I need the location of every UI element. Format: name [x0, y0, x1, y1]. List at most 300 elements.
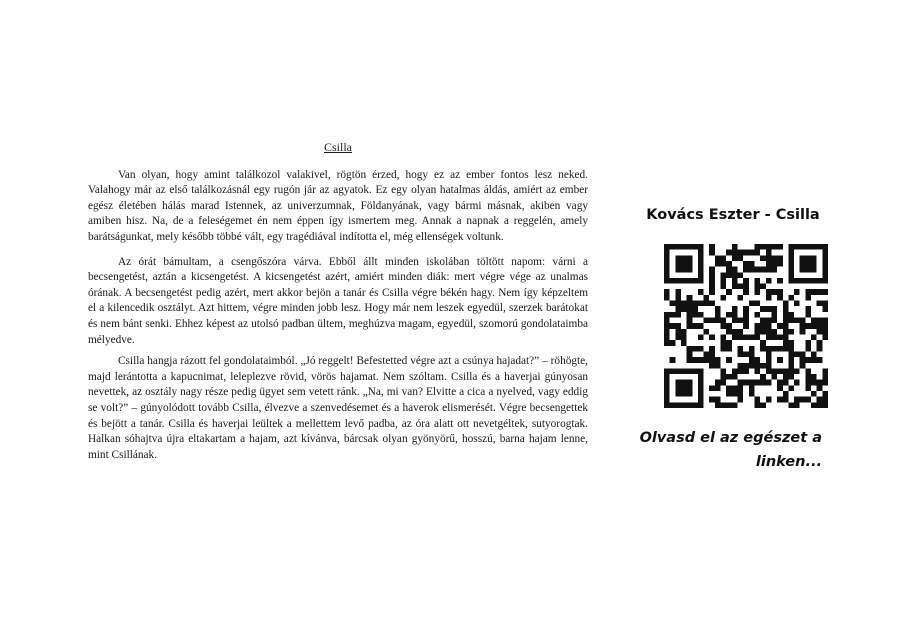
qr-module	[788, 385, 794, 391]
qr-module	[698, 380, 704, 386]
qr-module	[698, 374, 704, 380]
qr-module	[788, 278, 794, 284]
qr-module	[777, 261, 783, 267]
qr-module	[811, 318, 817, 324]
qr-module	[732, 402, 738, 408]
qr-module	[754, 278, 760, 284]
qr-module	[721, 368, 727, 374]
qr-module	[777, 334, 783, 340]
qr-module	[822, 244, 828, 250]
qr-module	[743, 312, 749, 318]
qr-module	[687, 301, 693, 307]
qr-module	[715, 312, 721, 318]
qr-module	[687, 312, 693, 318]
qr-module	[670, 340, 676, 346]
qr-module	[681, 255, 687, 261]
qr-module	[788, 357, 794, 363]
qr-module	[664, 289, 670, 295]
qr-module	[687, 261, 693, 267]
qr-module	[822, 374, 828, 380]
qr-module	[754, 267, 760, 273]
qr-module	[817, 244, 823, 250]
qr-module	[692, 306, 698, 312]
qr-module	[709, 385, 715, 391]
qr-module	[749, 267, 755, 273]
qr-module	[704, 295, 710, 301]
qr-module	[738, 391, 744, 397]
qr-module	[715, 397, 721, 403]
qr-module	[670, 368, 676, 374]
qr-module	[760, 329, 766, 335]
qr-module	[749, 385, 755, 391]
qr-module	[687, 244, 693, 250]
qr-module	[681, 385, 687, 391]
qr-module	[670, 357, 676, 363]
qr-module	[687, 391, 693, 397]
qr-module	[681, 278, 687, 284]
qr-module	[698, 357, 704, 363]
qr-code-icon[interactable]	[664, 244, 828, 408]
qr-module	[777, 380, 783, 386]
qr-module	[771, 289, 777, 295]
qr-module	[788, 261, 794, 267]
qr-module	[800, 261, 806, 267]
qr-module	[709, 272, 715, 278]
qr-module	[721, 402, 727, 408]
qr-module	[681, 329, 687, 335]
qr-module	[664, 368, 670, 374]
qr-module	[709, 363, 715, 369]
qr-module	[664, 250, 670, 256]
qr-module	[732, 391, 738, 397]
qr-module	[664, 312, 670, 318]
qr-module	[805, 295, 811, 301]
qr-module	[692, 402, 698, 408]
qr-module	[766, 267, 772, 273]
qr-module	[783, 318, 789, 324]
qr-module	[783, 368, 789, 374]
qr-module	[743, 368, 749, 374]
qr-module	[771, 306, 777, 312]
qr-module	[788, 267, 794, 273]
qr-module	[721, 284, 727, 290]
qr-module	[664, 267, 670, 273]
qr-module	[721, 295, 727, 301]
qr-module	[754, 334, 760, 340]
qr-module	[817, 397, 823, 403]
qr-module	[805, 244, 811, 250]
qr-module	[766, 334, 772, 340]
qr-module	[749, 351, 755, 357]
qr-module	[681, 267, 687, 273]
qr-module	[738, 368, 744, 374]
qr-module	[822, 402, 828, 408]
qr-module	[732, 255, 738, 261]
qr-module	[788, 363, 794, 369]
qr-module	[675, 368, 681, 374]
qr-module	[766, 278, 772, 284]
qr-module	[771, 374, 777, 380]
qr-module	[726, 374, 732, 380]
story-excerpt	[88, 130, 588, 472]
qr-module	[732, 318, 738, 324]
qr-module	[822, 329, 828, 335]
qr-module	[687, 306, 693, 312]
qr-module	[783, 301, 789, 307]
qr-module	[721, 374, 727, 380]
qr-module	[698, 397, 704, 403]
qr-module	[675, 255, 681, 261]
qr-module	[788, 295, 794, 301]
qr-module	[709, 284, 715, 290]
qr-module	[675, 301, 681, 307]
qr-module	[726, 267, 732, 273]
qr-module	[771, 318, 777, 324]
qr-module	[749, 380, 755, 386]
qr-module	[805, 261, 811, 267]
qr-module	[777, 346, 783, 352]
qr-module	[766, 323, 772, 329]
qr-module	[726, 391, 732, 397]
qr-module	[783, 340, 789, 346]
qr-module	[681, 301, 687, 307]
qr-module	[681, 380, 687, 386]
qr-module	[800, 323, 806, 329]
qr-module	[743, 278, 749, 284]
qr-module	[811, 351, 817, 357]
qr-module	[732, 272, 738, 278]
qr-module	[749, 250, 755, 256]
qr-module	[754, 363, 760, 369]
qr-module	[811, 334, 817, 340]
qr-module	[805, 368, 811, 374]
qr-module	[811, 323, 817, 329]
qr-module	[800, 244, 806, 250]
qr-module	[766, 318, 772, 324]
qr-module	[687, 351, 693, 357]
qr-module	[732, 329, 738, 335]
qr-module	[715, 385, 721, 391]
qr-module	[766, 306, 772, 312]
qr-module	[721, 255, 727, 261]
qr-module	[783, 306, 789, 312]
qr-module	[692, 346, 698, 352]
qr-module	[675, 334, 681, 340]
qr-module	[817, 329, 823, 335]
qr-module	[777, 244, 783, 250]
qr-module	[726, 272, 732, 278]
qr-module	[754, 357, 760, 363]
qr-module	[681, 244, 687, 250]
qr-module	[817, 301, 823, 307]
qr-module	[709, 346, 715, 352]
qr-module	[698, 402, 704, 408]
qr-module	[817, 289, 823, 295]
qr-module	[726, 402, 732, 408]
qr-module	[709, 351, 715, 357]
qr-module	[738, 397, 744, 403]
qr-module	[704, 318, 710, 324]
qr-module	[771, 267, 777, 273]
qr-module	[743, 318, 749, 324]
qr-module	[687, 346, 693, 352]
qr-module	[794, 402, 800, 408]
qr-module	[788, 272, 794, 278]
qr-module	[817, 323, 823, 329]
qr-module	[777, 278, 783, 284]
qr-module	[822, 368, 828, 374]
qr-module	[822, 278, 828, 284]
qr-module	[822, 380, 828, 386]
qr-module	[760, 374, 766, 380]
qr-module	[760, 267, 766, 273]
qr-module	[732, 374, 738, 380]
qr-module	[709, 244, 715, 250]
qr-module	[811, 261, 817, 267]
qr-module	[687, 295, 693, 301]
qr-module	[805, 346, 811, 352]
qr-module	[692, 368, 698, 374]
qr-module	[760, 318, 766, 324]
qr-module	[715, 380, 721, 386]
qr-module	[738, 250, 744, 256]
qr-module	[687, 278, 693, 284]
qr-module	[738, 318, 744, 324]
qr-module	[794, 289, 800, 295]
qr-module	[800, 318, 806, 324]
qr-module	[675, 323, 681, 329]
qr-module	[670, 301, 676, 307]
qr-module	[715, 261, 721, 267]
qr-module	[783, 334, 789, 340]
qr-module	[794, 351, 800, 357]
qr-module	[760, 346, 766, 352]
qr-module	[766, 357, 772, 363]
qr-module	[738, 295, 744, 301]
qr-module	[822, 318, 828, 324]
qr-module	[805, 385, 811, 391]
qr-module	[788, 312, 794, 318]
qr-module	[692, 244, 698, 250]
qr-module	[732, 334, 738, 340]
qr-module	[681, 306, 687, 312]
story-title: Csilla	[323, 140, 352, 154]
qr-module	[822, 301, 828, 307]
qr-module	[681, 402, 687, 408]
qr-module	[771, 346, 777, 352]
qr-module	[687, 323, 693, 329]
qr-module	[692, 278, 698, 284]
qr-module	[754, 397, 760, 403]
read-more-caption: Olvasd el az egészet a linken...	[639, 430, 822, 470]
qr-module	[800, 278, 806, 284]
qr-module	[675, 306, 681, 312]
qr-module	[670, 312, 676, 318]
qr-module	[664, 397, 670, 403]
qr-module	[788, 368, 794, 374]
qr-module	[811, 357, 817, 363]
qr-module	[709, 357, 715, 363]
qr-module	[698, 391, 704, 397]
qr-module	[822, 306, 828, 312]
qr-module	[805, 340, 811, 346]
qr-module	[822, 397, 828, 403]
qr-module	[749, 357, 755, 363]
qr-module	[721, 340, 727, 346]
qr-module	[749, 391, 755, 397]
qr-module	[811, 402, 817, 408]
qr-module	[698, 278, 704, 284]
qr-module	[800, 329, 806, 335]
qr-module	[760, 323, 766, 329]
qr-module	[743, 261, 749, 267]
qr-module	[715, 255, 721, 261]
qr-module	[681, 368, 687, 374]
qr-module	[687, 267, 693, 273]
qr-module	[777, 397, 783, 403]
qr-module	[766, 295, 772, 301]
qr-module	[726, 323, 732, 329]
qr-module	[788, 318, 794, 324]
qr-module	[749, 334, 755, 340]
qr-module	[743, 323, 749, 329]
qr-module	[692, 323, 698, 329]
qr-module	[675, 385, 681, 391]
qr-module	[675, 278, 681, 284]
qr-module	[754, 301, 760, 307]
qr-module	[675, 295, 681, 301]
qr-module	[805, 397, 811, 403]
qr-module	[715, 357, 721, 363]
qr-module	[704, 351, 710, 357]
qr-module	[698, 323, 704, 329]
qr-module	[698, 368, 704, 374]
qr-module	[743, 267, 749, 273]
qr-module	[766, 255, 772, 261]
qr-module	[788, 250, 794, 256]
qr-module	[766, 261, 772, 267]
qr-module	[783, 323, 789, 329]
qr-module	[754, 312, 760, 318]
qr-module	[760, 402, 766, 408]
qr-module	[766, 346, 772, 352]
story-paragraph-3: Csilla hangja rázott fel gondolataimból. „Jó reggelt! Befestetted végre azt a csúnya hajadat?” – röhögte, majd lerántotta a kapucnimat, leleplezve rövid, vörös hajamat. Nem szóltam. Csilla és a haverjai gúnyosan nevettek, az osztály nagy része pedig ügyet sem vetett ránk. „Na, mi van? Elvitte a cica a nyelved, vagy eddig se volt?” – gúnyolódott tovább Csilla, élvezve a szenvedésemet és a haverok elismerését. Végre becsengettek és bejött a tanár. Csilla és haverjai leültek a mellettem levő padba, az óra alatt ott nevetgéltek, sutyorogtak. Halkan sóhajtva újra eltakartam a hajam, azt kívánva, bárcsak olyan gyönyörű, hosszú, barna hajam lenne, mint Csillának.	[88, 355, 588, 461]
qr-module	[777, 289, 783, 295]
qr-module	[675, 312, 681, 318]
qr-module	[777, 385, 783, 391]
qr-module	[788, 255, 794, 261]
qr-module	[738, 329, 744, 335]
qr-module	[726, 289, 732, 295]
qr-module	[709, 318, 715, 324]
qr-module	[783, 312, 789, 318]
qr-module	[732, 312, 738, 318]
qr-module	[760, 306, 766, 312]
qr-module	[771, 368, 777, 374]
qr-module	[766, 329, 772, 335]
qr-module	[675, 402, 681, 408]
qr-module	[715, 318, 721, 324]
qr-module	[788, 374, 794, 380]
qr-module	[698, 272, 704, 278]
qr-module	[754, 323, 760, 329]
qr-module	[817, 346, 823, 352]
qr-module	[738, 346, 744, 352]
qr-module	[754, 329, 760, 335]
story-paragraph-1: Van olyan, hogy amint találkozol valakivel, rögtön érzed, hogy ez az ember fontos lesz neked. Valahogy már az első találkozásnál egy rugón jár az agyatok. Ez egy olyan hatalmas áldás, amiért az ember egész életében hálás marad Istennek, az univerzumnak, Földanyának, vagy bármi másnak, akiben vagy amiben hisz. Na, de a feleségemet én nem éppen így ismertem meg. Annak a napnak a reggelén, amely barátságunkat, mely később többé vált, egy tragédiával indította el, még ellenségek voltunk.	[88, 168, 588, 243]
qr-module	[760, 284, 766, 290]
qr-module	[743, 289, 749, 295]
qr-module	[709, 278, 715, 284]
qr-module	[777, 368, 783, 374]
qr-module	[698, 250, 704, 256]
qr-module	[664, 278, 670, 284]
qr-module	[811, 267, 817, 273]
qr-module	[675, 329, 681, 335]
qr-module	[721, 278, 727, 284]
qr-module	[664, 295, 670, 301]
qr-module	[800, 351, 806, 357]
qr-module	[794, 244, 800, 250]
qr-module	[721, 261, 727, 267]
qr-module	[805, 278, 811, 284]
qr-module	[822, 250, 828, 256]
qr-module	[760, 380, 766, 386]
qr-module	[732, 244, 738, 250]
qr-module	[738, 363, 744, 369]
qr-module	[732, 385, 738, 391]
qr-module	[766, 244, 772, 250]
qr-module	[788, 346, 794, 352]
qr-module	[726, 340, 732, 346]
qr-module	[749, 346, 755, 352]
qr-module	[698, 334, 704, 340]
qr-module	[800, 267, 806, 273]
qr-module	[681, 334, 687, 340]
qr-module	[754, 380, 760, 386]
qr-module	[738, 334, 744, 340]
qr-module	[817, 380, 823, 386]
qr-module	[777, 323, 783, 329]
qr-module	[738, 385, 744, 391]
qr-module	[794, 368, 800, 374]
qr-module	[692, 312, 698, 318]
qr-module	[732, 284, 738, 290]
qr-module	[771, 334, 777, 340]
qr-module	[732, 267, 738, 273]
qr-module	[805, 255, 811, 261]
qr-module	[721, 272, 727, 278]
qr-module	[817, 318, 823, 324]
qr-module	[783, 380, 789, 386]
qr-module	[664, 374, 670, 380]
qr-code[interactable]	[664, 244, 828, 408]
qr-module	[760, 244, 766, 250]
qr-module	[664, 385, 670, 391]
qr-module	[709, 334, 715, 340]
qr-module	[698, 312, 704, 318]
qr-module	[783, 397, 789, 403]
qr-module	[664, 402, 670, 408]
qr-module	[811, 289, 817, 295]
qr-module	[743, 351, 749, 357]
qr-module	[738, 255, 744, 261]
qr-module	[670, 323, 676, 329]
qr-module	[675, 380, 681, 386]
story-paragraph-2: Az órát bámultam, a csengőszóra várva. Ebből állt minden iskolában töltött napom: várni a becsengetést, aztán a kicsengetést. A kicsengetést azért, amiért minden diák: mert végre vége az unalmas órának. A becsengetést pedig azért, mert akkor bejön a tanár és Csilla végre békén hagy. Nem így képzeltem el a kilencedik osztályt. Azt hittem, végre minden jobb lesz. Hogy már nem leszek egyedül, szerzek barátokat és nem bánt senki. Ehhez képest az utolsó padban ültem, meghúzva magam, egyedül, szomorú gondolataimba mélyedve.	[88, 255, 588, 346]
qr-module	[664, 391, 670, 397]
qr-module	[766, 351, 772, 357]
